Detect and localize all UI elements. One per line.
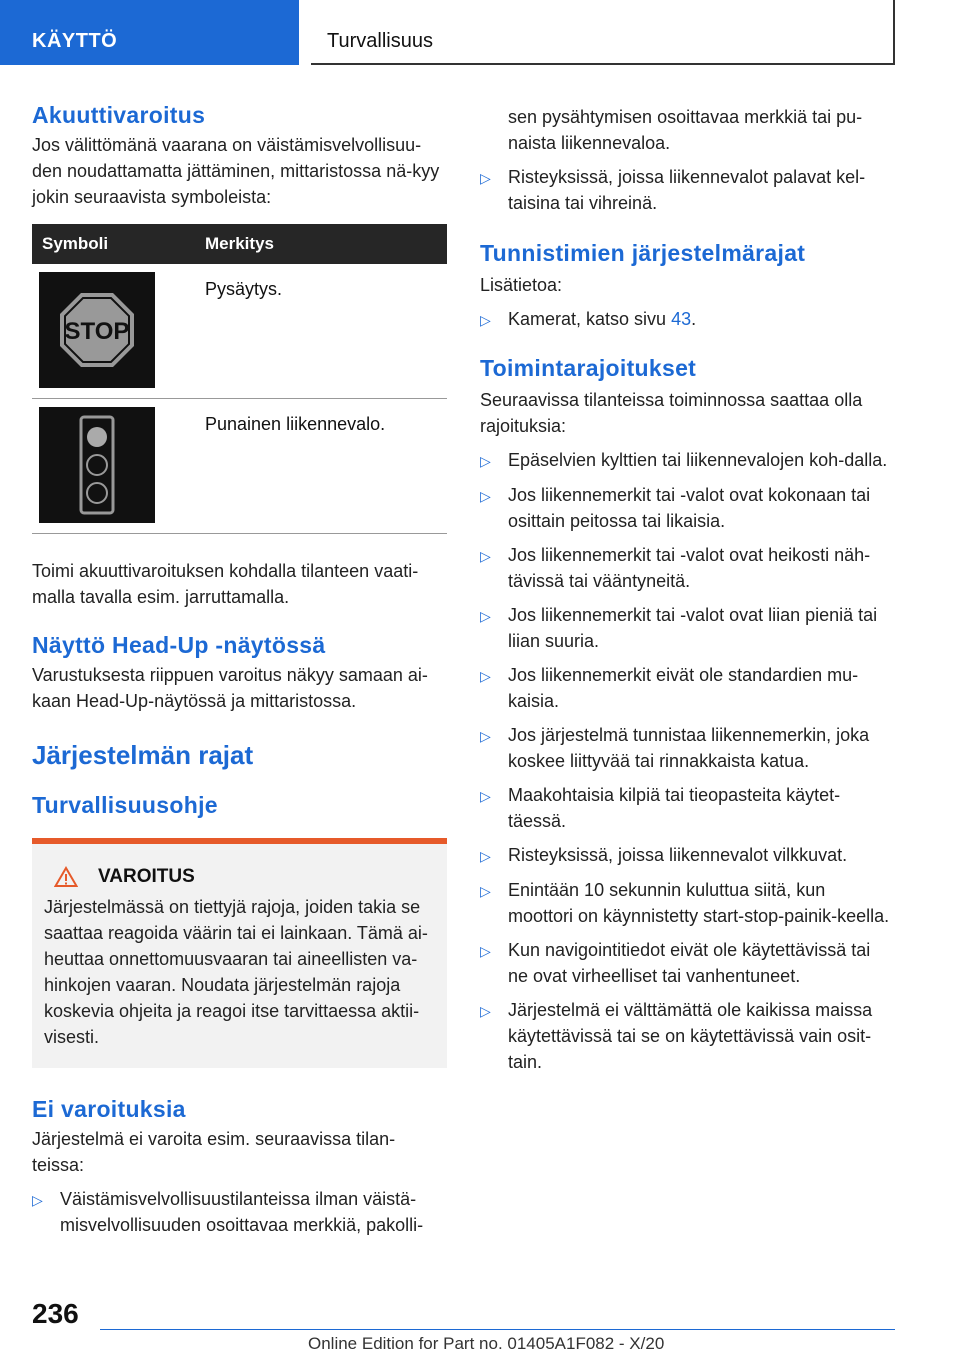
paragraph-head-up: Varustuksesta riippuen varoitus näkyy samaan ai-kaan Head-Up-näytössä ja mittaristossa. [32, 665, 428, 711]
list-item-text: Enintään 10 sekunnin kuluttua siitä, kun moottori on käynnistetty start-stop-painik-keella. [508, 880, 890, 926]
symbol-table [32, 224, 447, 534]
bullet-triangle-icon: ▷ [480, 848, 491, 864]
header-section-label: KÄYTTÖ [32, 30, 118, 52]
list-item [480, 662, 895, 714]
list-item [480, 997, 895, 1075]
list-item-text: sen pysähtymisen osoittavaa merkkiä tai pu-naista liikennevaloa. [508, 107, 863, 153]
warning-box [32, 838, 447, 1068]
paragraph-akuuttivaroitus: Jos välittömänä vaarana on väistämisvelvollisuu-den noudattamatta jättäminen, mittaristossa nä-kyy jokin seuraavista symboleista: [32, 135, 440, 207]
list-item-text: Järjestelmä ei välttämättä ole kaikissa maissa käytettävissä tai se on käytettävissä vain osit-tain. [508, 1000, 873, 1072]
page-link[interactable]: 43 [671, 309, 692, 329]
bullet-triangle-icon: ▷ [480, 170, 491, 186]
footer-edition: Online Edition for Part no. 01405A1F082 - X/20 [308, 1334, 665, 1353]
stop-sign-text: STOP [64, 318, 130, 345]
bullet-triangle-icon: ▷ [480, 608, 491, 624]
paragraph-ei-varoituksia: Järjestelmä ei varoita esim. seuraavissa tilan-teissa: [32, 1129, 396, 1175]
list-item-text: Jos liikennemerkit eivät ole standardien mu-kaisia. [508, 665, 859, 711]
table-header-merkitys: Merkitys [205, 234, 274, 253]
list-item [480, 482, 895, 534]
table-cell-meaning: Punainen liikennevalo. [205, 414, 386, 434]
paragraph-lisatietoa: Lisätietoa: [480, 275, 563, 295]
bullet-triangle-icon: ▷ [480, 453, 491, 469]
heading-head-up: Näyttö Head-Up -näytössä [32, 632, 326, 658]
header-topic-box [311, 0, 895, 65]
list-item-text: Jos liikennemerkit tai -valot ovat kokonaan tai osittain peitossa tai likaisia. [508, 485, 871, 531]
bullet-triangle-icon: ▷ [480, 788, 491, 804]
warning-title: VAROITUS [98, 866, 195, 887]
limitations-list [480, 447, 895, 1075]
list-item [480, 877, 895, 929]
list-item-text: Risteyksissä, joissa liikennevalot vilkkuvat. [508, 845, 848, 865]
list-item [480, 937, 895, 989]
right-column [480, 104, 895, 1075]
bullet-triangle-icon: ▷ [480, 312, 491, 328]
bullet-triangle-icon: ▷ [480, 1003, 491, 1019]
heading-ei-varoituksia: Ei varoituksia [32, 1096, 186, 1122]
paragraph-toimi: Toimi akuuttivaroituksen kohdalla tilanteen vaati-malla tavalla esim. jarruttamalla. [32, 561, 419, 607]
list-item [480, 164, 895, 216]
list-item [480, 842, 895, 869]
list-item-text: Jos liikennemerkit tai -valot ovat heikosti näh-tävissä tai vääntyneitä. [508, 545, 871, 591]
list-item-text: Kun navigointitiedot eivät ole käytettävissä tai ne ovat virheelliset tai vanhentuneet. [508, 940, 871, 986]
bullet-triangle-icon: ▷ [32, 1192, 43, 1208]
bullet-triangle-icon: ▷ [480, 548, 491, 564]
list-item-text: Jos liikennemerkit tai -valot ovat liian pieniä tai liian suuria. [508, 605, 878, 651]
bullet-triangle-icon: ▷ [480, 668, 491, 684]
left-column [32, 100, 447, 1238]
header-section-tab [0, 0, 299, 65]
traffic-light-icon [39, 407, 155, 523]
footer-divider [100, 1329, 895, 1330]
bullet-triangle-icon: ▷ [480, 728, 491, 744]
bullet-triangle-icon: ▷ [480, 488, 491, 504]
list-item [480, 542, 895, 594]
heading-akuuttivaroitus: Akuuttivaroitus [32, 102, 206, 128]
warning-text: Järjestelmässä on tiettyjä rajoja, joiden takia se saattaa reagoida väärin tai ei lainkaan. Tämä ai-heuttaa onnettomuusvaaran tai aineellisten va-hinkojen vaaran. Noudata järjestelmän rajoja koskevia ohjeita ja reagoi itse tarvittaessa aktii-visesti. [44, 897, 428, 1047]
list-item-text: Väistämisvelvollisuustilanteissa ilman väistä-misvelvollisuuden osoittavaa merkkiä, pakolli- [60, 1189, 424, 1235]
list-item [480, 306, 895, 333]
list-item-text: Epäselvien kylttien tai liikennevalojen koh-dalla. [508, 450, 888, 470]
table-header [32, 224, 447, 264]
header-topic-label: Turvallisuus [327, 30, 433, 52]
table-row [32, 399, 447, 534]
paragraph-toimintarajoitukset: Seuraavissa tilanteissa toiminnossa saattaa olla rajoituksia: [480, 390, 863, 436]
warning-triangle-icon [54, 866, 78, 888]
table-row [32, 264, 447, 399]
bullet-triangle-icon: ▷ [480, 943, 491, 959]
page-number: 236 [32, 1298, 79, 1329]
list-item-text: Risteyksissä, joissa liikennevalot palavat kel-taisina tai vihreinä. [508, 167, 866, 213]
list-item [32, 1186, 447, 1238]
list-item-text: Kamerat, katso sivu 43. [508, 309, 697, 329]
heading-toimintarajoitukset: Toimintarajoitukset [480, 355, 697, 381]
list-item [480, 722, 895, 774]
heading-tunnistimien-rajat: Tunnistimien järjestelmärajat [480, 240, 806, 266]
table-header-symboli: Symboli [42, 234, 109, 253]
warning-title-row [44, 844, 435, 888]
heading-jarjestelman-rajat: Järjestelmän rajat [32, 740, 254, 770]
table-cell-meaning: Pysäytys. [205, 279, 283, 299]
stop-sign-icon [39, 272, 155, 388]
list-item-text: Jos järjestelmä tunnistaa liikennemerkin, joka koskee liittyvää tai rinnakkaista katua. [508, 725, 870, 771]
list-item [480, 447, 895, 474]
list-item [480, 602, 895, 654]
list-item-continued [480, 104, 895, 156]
list-item [480, 782, 895, 834]
heading-turvallisuusohje: Turvallisuusohje [32, 792, 218, 818]
list-item-text: Maakohtaisia kilpiä tai tieopasteita käytet-täessä. [508, 785, 841, 831]
bullet-triangle-icon: ▷ [480, 883, 491, 899]
